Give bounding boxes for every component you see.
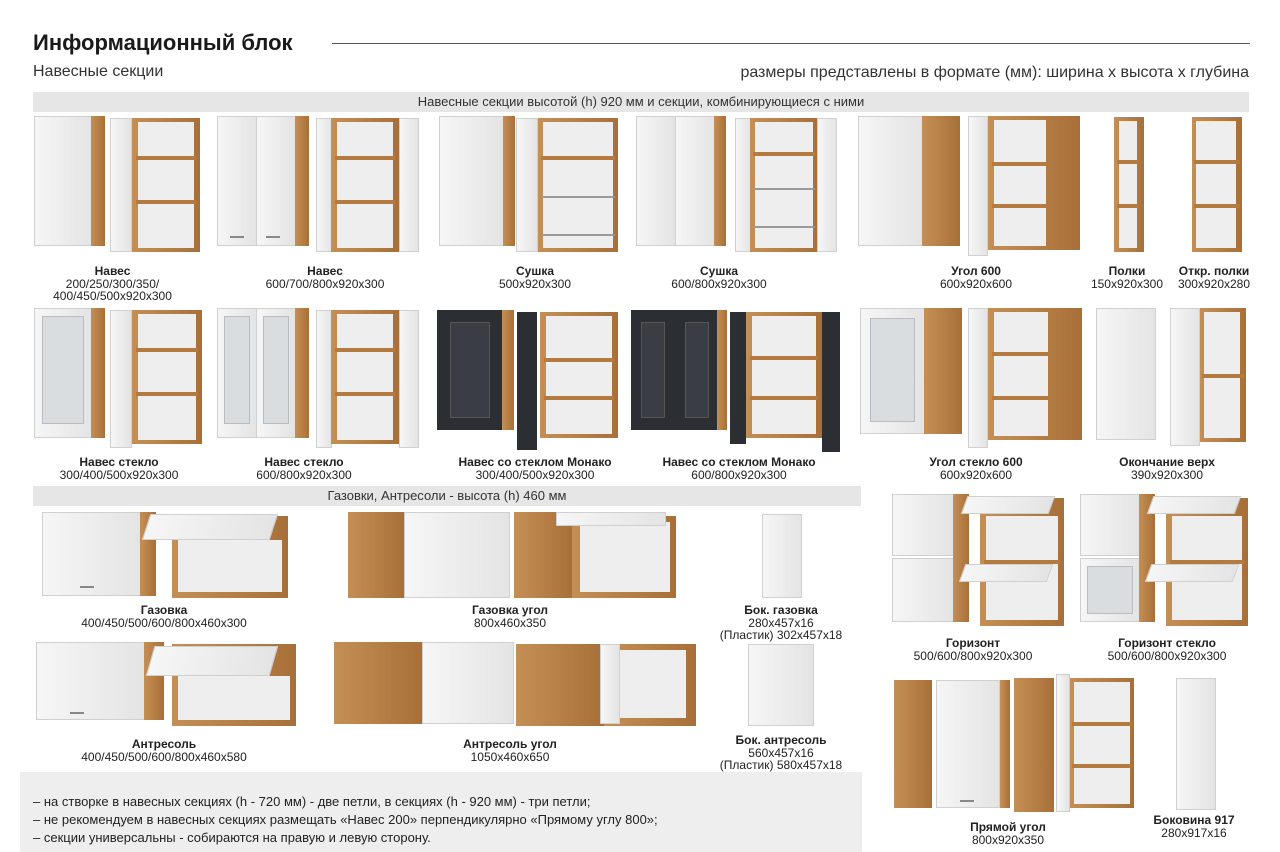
product-caption: Газовка 400/450/500/600/800х460х300 (81, 603, 247, 630)
product-caption: Антресоль угол 1050х460х650 (463, 737, 557, 764)
product-caption: Сушка 500х920х300 (498, 264, 572, 291)
product-caption: Навес стекло 600/800х920х300 (256, 455, 352, 482)
page-title: Информационный блок (33, 30, 293, 55)
product-caption: Сушка 600/800х920х300 (671, 264, 767, 291)
product-caption: Окончание верх 390х920х300 (1119, 455, 1215, 482)
note-line: – не рекомендуем в навесных секциях размещать «Навес 200» перпендикулярно «Прямому углу 800»; (33, 812, 658, 827)
product-caption: Откр. полки 300х920х280 (1177, 264, 1251, 291)
page-subtitle: Навесные секции (33, 63, 164, 80)
product-caption: Навес со стеклом Монако 300/400/500х920х300 (458, 455, 612, 482)
product-caption: Полки 150х920х300 (1090, 264, 1164, 291)
product-caption: Бок. газовка 280х457х16 (Пластик) 302х457х18 (719, 603, 843, 642)
product-caption: Антресоль 400/450/500/600/800х460х580 (81, 737, 247, 764)
product-caption: Навес со стеклом Монако 600/800х920х300 (662, 455, 816, 482)
product-caption: Боковина 917 280х917х16 (1153, 813, 1235, 840)
product-caption: Угол 600 600х920х600 (939, 264, 1013, 291)
section-header-gazovki: Газовки, Антресоли - высота (h) 460 мм (33, 486, 861, 506)
title-divider (332, 43, 1250, 44)
format-note: размеры представлены в формате (мм): ширина х высота х глубина (740, 64, 1249, 81)
note-line: – секции универсальны - собираются на правую и левую сторону. (33, 830, 431, 845)
product-caption: Навес 200/250/300/350/ 400/450/500х920х300 (53, 264, 172, 303)
product-caption: Газовка угол 800х460х350 (471, 603, 549, 630)
product-caption: Прямой угол 800х920х350 (970, 820, 1046, 847)
product-caption: Бок. антресоль 560х457х16 (Пластик) 580х457х18 (719, 733, 843, 772)
product-caption: Навес стекло 300/400/500х920х300 (59, 455, 179, 482)
product-caption: Навес 600/700/800х920х300 (265, 264, 385, 291)
product-caption: Угол стекло 600 600х920х600 (929, 455, 1023, 482)
note-line: – на створке в навесных секциях (h - 720 мм) - две петли, в секциях (h - 920 мм) - три петли; (33, 794, 591, 809)
product-caption: Горизонт 500/600/800х920х300 (913, 636, 1033, 663)
product-caption: Горизонт стекло 500/600/800х920х300 (1107, 636, 1227, 663)
section-header-upper: Навесные секции высотой (h) 920 мм и секции, комбинирующиеся с ними (33, 92, 1249, 112)
